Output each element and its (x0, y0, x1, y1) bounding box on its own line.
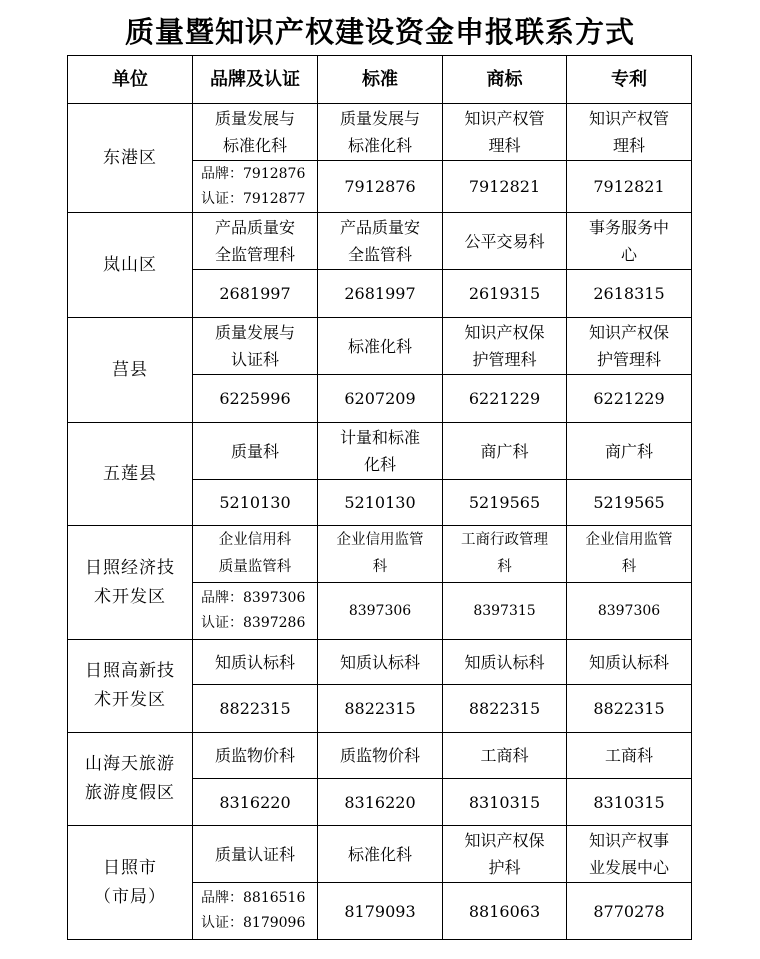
phone-cell-standard (318, 883, 443, 940)
dept-cell-brand-cert (193, 423, 318, 480)
dept-cell-patent (567, 318, 692, 375)
cell-text-line: 7912876 (344, 177, 416, 196)
cell-text-line: 标准化科 (222, 136, 287, 155)
cell-text-line: 5219565 (593, 493, 665, 512)
cell-text-line: 认证科 (230, 350, 279, 369)
phone-cell-patent (567, 480, 692, 526)
cell-text-line: 心 (620, 245, 637, 264)
cell-text-line: 知质认标科 (339, 652, 420, 672)
cell-text-line: 日照经济技 (85, 557, 175, 578)
cell-text-line: 工商科 (604, 746, 653, 765)
cell-text-line: 五莲县 (103, 463, 157, 484)
cell-text-line: 8397306 (597, 602, 661, 619)
phone-cell-patent (567, 685, 692, 733)
unit-cell (68, 826, 193, 940)
header-row (68, 56, 692, 104)
cell-text-line: 8822315 (344, 699, 416, 718)
phone-cell-standard (318, 779, 443, 826)
cell-text-line: 护科 (488, 858, 521, 877)
cell-text-line: 8822315 (468, 699, 541, 718)
cell-text-line: 7912821 (468, 177, 541, 196)
cell-text-line: 产品质量安 (214, 218, 295, 237)
unit-cell (68, 733, 193, 826)
cell-text-line: 8310315 (468, 792, 541, 812)
dept-cell-patent (567, 826, 692, 883)
contact-table (67, 55, 692, 940)
cell-text-line: 理科 (488, 136, 521, 155)
cell-text-line: 5219565 (468, 493, 541, 512)
cell-text-line: 旅游度假区 (85, 783, 175, 803)
phone-cell-standard (318, 685, 443, 733)
phone-cell-trademark (443, 685, 567, 733)
cell-text-line: 标准化科 (347, 844, 412, 864)
phone-cell-patent (567, 161, 692, 213)
cell-text-line: 企业信用监管 (585, 532, 673, 548)
dept-cell-standard (318, 640, 443, 685)
cell-text-line: 企业信用科 (218, 532, 292, 548)
cell-text-line: 2681997 (344, 284, 416, 303)
dept-cell-patent (567, 640, 692, 685)
cell-text-line: 6221229 (468, 389, 541, 408)
cell-text-line: 业发展中心 (588, 858, 669, 877)
phone-cell-brand-cert (193, 685, 318, 733)
phone-cell-trademark (443, 583, 567, 640)
dept-cell-standard (318, 826, 443, 883)
cell-text-line: 工商行政管理 (461, 532, 548, 548)
unit-cell (68, 526, 193, 640)
cell-text-line: 护管理科 (596, 350, 661, 369)
header-unit: 单位 (68, 56, 193, 104)
dept-cell-patent (567, 213, 692, 270)
cell-text-line: 8310315 (593, 792, 665, 812)
table-row-dept (68, 733, 692, 779)
phone-cell-brand-cert (193, 375, 318, 423)
phone-cell-brand-cert (193, 883, 318, 940)
dept-cell-standard (318, 104, 443, 161)
unit-cell (68, 213, 193, 318)
cell-text-line: 科 (497, 559, 512, 575)
cell-text-line: 8397315 (473, 602, 536, 619)
cell-text-line: 知识产权管 (464, 109, 545, 128)
cell-text-line: 6221229 (593, 389, 665, 408)
cell-text-line: 8316220 (219, 792, 291, 812)
dept-cell-brand-cert (193, 826, 318, 883)
phone-cell-trademark (443, 883, 567, 940)
cell-text-line: 质监物价科 (214, 746, 295, 765)
cell-text-line: 认证：7912877 (201, 190, 306, 207)
header-patent: 专利 (567, 56, 692, 104)
cell-text-line: 认证：8179096 (201, 915, 306, 931)
cell-text-line: 知识产权保 (464, 831, 545, 850)
unit-cell (68, 104, 193, 213)
cell-text-line: 质量发展与 (214, 109, 295, 128)
cell-text-line: 术开发区 (94, 690, 166, 710)
cell-text-line: 2619315 (468, 284, 541, 303)
dept-cell-brand-cert (193, 213, 318, 270)
cell-text-line: 术开发区 (94, 586, 166, 607)
header-trademark: 商标 (443, 56, 567, 104)
cell-text-line: 科 (372, 559, 388, 575)
cell-text-line: 品牌：8397306 (201, 590, 306, 606)
table-body (68, 104, 692, 940)
cell-text-line: 产品质量安 (339, 218, 420, 237)
cell-text-line: 品牌：8816516 (201, 890, 306, 906)
table-row-dept (68, 526, 692, 583)
cell-text-line: 标准化科 (347, 136, 412, 155)
cell-text-line: 全监管理科 (214, 245, 295, 264)
dept-cell-standard (318, 733, 443, 779)
cell-text-line: 8770278 (593, 901, 665, 921)
cell-text-line: 全监管科 (347, 245, 412, 264)
phone-cell-trademark (443, 779, 567, 826)
cell-text-line: 8816063 (468, 901, 541, 921)
cell-text-line: 知质认标科 (464, 652, 545, 672)
cell-text-line: 知质认标科 (588, 652, 669, 672)
cell-text-line: 工商科 (480, 746, 529, 765)
phone-cell-trademark (443, 270, 567, 318)
dept-cell-trademark (443, 104, 567, 161)
dept-cell-patent (567, 104, 692, 161)
dept-cell-standard (318, 423, 443, 480)
dept-cell-brand-cert (193, 640, 318, 685)
cell-text-line: 8397306 (348, 602, 412, 619)
dept-cell-brand-cert (193, 526, 318, 583)
cell-text-line: 知识产权保 (464, 323, 545, 342)
phone-cell-patent (567, 375, 692, 423)
phone-cell-patent (567, 883, 692, 940)
cell-text-line: 质量监管科 (218, 559, 292, 575)
phone-cell-trademark (443, 375, 567, 423)
cell-text-line: 知识产权管 (588, 109, 669, 128)
phone-cell-trademark (443, 480, 567, 526)
page-title: 质量暨知识产权建设资金申报联系方式 (124, 15, 635, 49)
table-row-dept (68, 104, 692, 161)
cell-text-line: 日照市 (103, 857, 157, 878)
cell-text-line: 公平交易科 (464, 231, 545, 251)
dept-cell-trademark (443, 526, 567, 583)
cell-text-line: 2681997 (219, 284, 291, 303)
dept-cell-brand-cert (193, 104, 318, 161)
cell-text-line: 理科 (612, 136, 645, 155)
cell-text-line: 东港区 (103, 147, 157, 168)
cell-text-line: 6225996 (219, 389, 291, 408)
dept-cell-trademark (443, 423, 567, 480)
cell-text-line: 护管理科 (472, 350, 537, 369)
cell-text-line: （市局） (94, 886, 166, 907)
cell-text-line: 山海天旅游 (85, 754, 175, 774)
dept-cell-patent (567, 423, 692, 480)
cell-text-line: 8822315 (219, 699, 291, 718)
cell-text-line: 标准化科 (347, 336, 412, 356)
dept-cell-standard (318, 526, 443, 583)
cell-text-line: 8179093 (344, 901, 416, 921)
dept-cell-trademark (443, 213, 567, 270)
dept-cell-standard (318, 318, 443, 375)
table-row-dept (68, 318, 692, 375)
table-row-dept (68, 826, 692, 883)
cell-text-line: 知质认标科 (214, 652, 295, 672)
phone-cell-brand-cert (193, 779, 318, 826)
table-row-dept (68, 423, 692, 480)
dept-cell-brand-cert (193, 318, 318, 375)
phone-cell-patent (567, 779, 692, 826)
phone-cell-standard (318, 583, 443, 640)
table-row-dept (68, 640, 692, 685)
cell-text-line: 科 (621, 559, 637, 575)
cell-text-line: 5210130 (344, 493, 416, 512)
cell-text-line: 品牌：7912876 (201, 165, 306, 182)
cell-text-line: 8822315 (593, 699, 665, 718)
header-standard: 标准 (318, 56, 443, 104)
cell-text-line: 质监物价科 (339, 746, 420, 765)
unit-cell (68, 423, 193, 526)
phone-cell-standard (318, 375, 443, 423)
cell-text-line: 6207209 (344, 389, 416, 408)
phone-cell-standard (318, 270, 443, 318)
phone-cell-brand-cert (193, 161, 318, 213)
cell-text-line: 商广科 (480, 441, 529, 461)
phone-cell-patent (567, 583, 692, 640)
cell-text-line: 知识产权保 (588, 323, 669, 342)
phone-cell-brand-cert (193, 583, 318, 640)
cell-text-line: 5210130 (219, 493, 291, 512)
cell-text-line: 7912821 (593, 177, 665, 196)
cell-text-line: 商广科 (604, 441, 653, 461)
cell-text-line: 质量科 (230, 441, 279, 461)
dept-cell-brand-cert (193, 733, 318, 779)
cell-text-line: 质量发展与 (214, 323, 295, 342)
dept-cell-patent (567, 526, 692, 583)
cell-text-line: 企业信用监管 (336, 532, 424, 548)
dept-cell-trademark (443, 640, 567, 685)
cell-text-line: 岚山区 (103, 254, 157, 275)
cell-text-line: 计量和标准 (339, 428, 420, 447)
cell-text-line: 8316220 (344, 792, 416, 812)
header-brand-cert: 品牌及认证 (193, 56, 318, 104)
phone-cell-standard (318, 480, 443, 526)
unit-cell (68, 318, 193, 423)
unit-cell (68, 640, 193, 733)
cell-text-line: 化科 (363, 455, 396, 474)
dept-cell-patent (567, 733, 692, 779)
cell-text-line: 质量认证科 (214, 844, 295, 864)
cell-text-line: 知识产权事 (588, 831, 669, 850)
cell-text-line: 认证：8397286 (201, 615, 306, 631)
phone-cell-brand-cert (193, 270, 318, 318)
dept-cell-trademark (443, 826, 567, 883)
cell-text-line: 2618315 (593, 284, 665, 303)
dept-cell-trademark (443, 318, 567, 375)
dept-cell-standard (318, 213, 443, 270)
phone-cell-patent (567, 270, 692, 318)
cell-text-line: 质量发展与 (339, 109, 420, 128)
phone-cell-brand-cert (193, 480, 318, 526)
cell-text-line: 莒县 (112, 359, 148, 380)
dept-cell-trademark (443, 733, 567, 779)
table-row-dept (68, 213, 692, 270)
phone-cell-standard (318, 161, 443, 213)
cell-text-line: 日照高新技 (85, 661, 175, 681)
cell-text-line: 事务服务中 (588, 218, 669, 237)
phone-cell-trademark (443, 161, 567, 213)
